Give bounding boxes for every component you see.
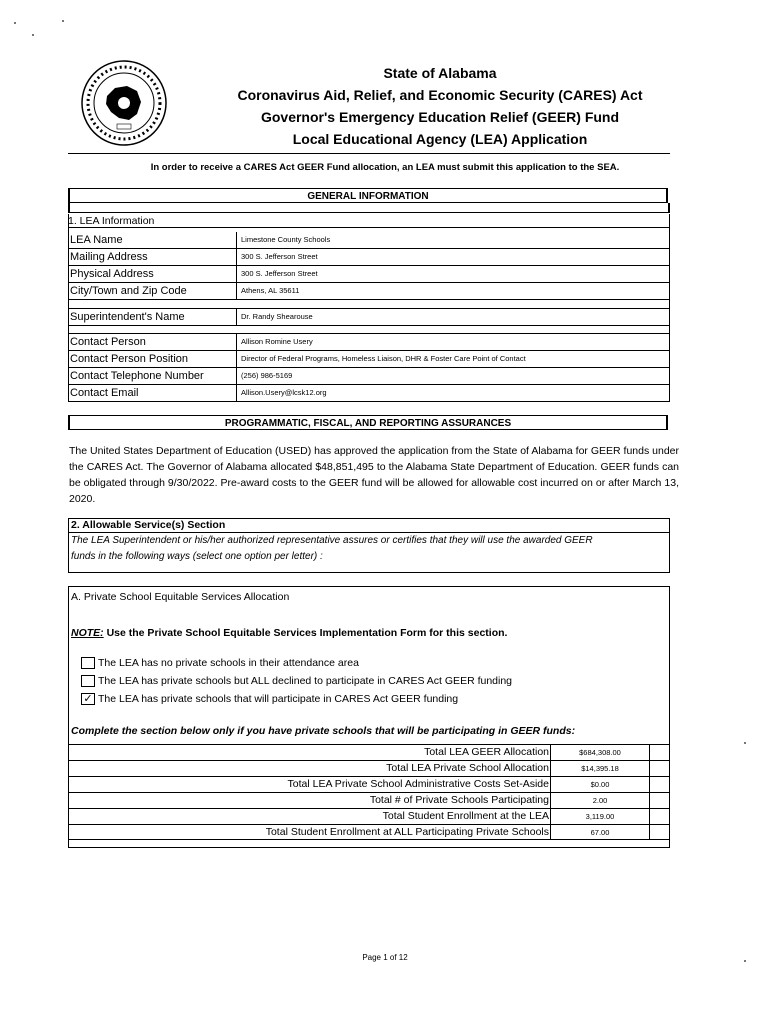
lea-row [68, 266, 670, 283]
option-label: The LEA has no private schools in their attendance area [98, 657, 359, 669]
totals-row [69, 824, 669, 840]
private-enrollment-label: Total Student Enrollment at ALL Participating Private Schools [265, 826, 549, 838]
mailing-address-label: Mailing Address [70, 251, 148, 263]
private-enrollment-value[interactable]: 67.00 [550, 825, 650, 840]
lea-info-heading: 1. LEA Information [68, 214, 670, 228]
checkbox[interactable] [81, 657, 95, 669]
option-label: The LEA has private schools but ALL declined to participate in CARES Act GEER funding [98, 675, 513, 687]
option-will-participate[interactable] [81, 693, 458, 705]
lea-row [68, 334, 670, 351]
totals-row [69, 792, 669, 808]
totals-row [69, 808, 669, 824]
lea-row [68, 368, 670, 385]
contact-person-label: Contact Person [70, 336, 146, 348]
total-lea-allocation-label: Total LEA GEER Allocation [424, 746, 549, 758]
allowable-services-text [68, 533, 670, 573]
complete-section-note: Complete the section below only if you have private schools that will be participating in GEER funds: [71, 725, 576, 737]
private-schools-count-value[interactable]: 2.00 [550, 793, 650, 808]
assurances-paragraph: The United States Department of Education (USED) has approved the application from the State of Alabama for GEER funds under the CARES Act. The Governor of Alabama allocated $48,851,495 to the Alabama State Department of Education. GEER funds can be obligated through 9/30/2022. Pre-award costs to the GEER fund will be allowed for allowable cost incurred on or after March 13, 2020. [69, 445, 679, 505]
contact-phone-value[interactable]: (256) 986-5169 [236, 368, 670, 384]
lea-enrollment-label: Total Student Enrollment at the LEA [382, 810, 549, 822]
assurances-banner: PROGRAMMATIC, FISCAL, AND REPORTING ASSURANCES [68, 415, 668, 430]
private-school-section [68, 586, 670, 848]
physical-address-value[interactable]: 300 S. Jefferson Street [236, 266, 670, 282]
option-all-declined[interactable] [81, 675, 512, 687]
document-title [160, 62, 720, 150]
lea-enrollment-value[interactable]: 3,119.00 [550, 809, 650, 824]
banner-spacer [68, 203, 670, 213]
lea-row [68, 385, 670, 402]
totals-row [69, 760, 669, 776]
contact-email-value[interactable]: Allison.Usery@lcsk12.org [236, 385, 670, 401]
contact-position-label: Contact Person Position [70, 353, 189, 365]
title-line-3: Governor's Emergency Education Relief (GEER) Fund [260, 109, 620, 125]
admin-costs-value[interactable]: $0.00 [550, 777, 650, 792]
totals-row [69, 744, 669, 760]
title-line-1: State of Alabama [383, 65, 497, 81]
scan-speck [14, 22, 16, 24]
intro-text: In order to receive a CARES Act GEER Fund allocation, an LEA must submit this application to the SEA. [150, 162, 620, 173]
mailing-address-value[interactable]: 300 S. Jefferson Street [236, 249, 670, 265]
option-no-private-schools[interactable] [81, 657, 359, 669]
title-line-4: Local Educational Agency (LEA) Application [292, 131, 588, 147]
physical-address-label: Physical Address [70, 268, 154, 280]
option-label: The LEA has private schools that will participate in CARES Act GEER funding [98, 693, 459, 705]
scan-speck [744, 742, 746, 744]
lea-row [68, 351, 670, 368]
general-info-banner: GENERAL INFORMATION [68, 188, 668, 203]
admin-costs-label: Total LEA Private School Administrative Costs Set-Aside [287, 778, 549, 790]
contact-position-value[interactable]: Director of Federal Programs, Homeless Liaison, DHR & Foster Care Point of Contact [236, 351, 670, 367]
scan-speck [32, 34, 34, 36]
section-a-note [71, 627, 507, 639]
scan-speck [62, 20, 64, 22]
alabama-seal-icon [79, 58, 169, 148]
lea-row [68, 283, 670, 300]
contact-phone-label: Contact Telephone Number [70, 370, 204, 382]
header-rule [68, 153, 670, 154]
totals-row [69, 776, 669, 792]
row-spacer [68, 326, 670, 334]
allowable-services-line-2: funds in the following ways (select one option per letter) : [71, 551, 323, 562]
lea-name-label: LEA Name [70, 234, 123, 246]
lea-name-value[interactable]: Limestone County Schools [236, 232, 670, 248]
note-text: Use the Private School Equitable Services Implementation Form for this section. [103, 627, 508, 639]
allowable-services-heading: 2. Allowable Service(s) Section [68, 518, 670, 533]
city-zip-label: City/Town and Zip Code [70, 285, 187, 297]
scan-speck [744, 960, 746, 962]
checkbox-checked[interactable]: ✓ [81, 693, 95, 705]
title-line-2: Coronavirus Aid, Relief, and Economic Security (CARES) Act [237, 87, 643, 103]
lea-row [68, 309, 670, 326]
private-schools-count-label: Total # of Private Schools Participating [369, 794, 549, 806]
contact-person-value[interactable]: Allison Romine Usery [236, 334, 670, 350]
private-school-allocation-label: Total LEA Private School Allocation [386, 762, 549, 774]
total-lea-allocation-value[interactable]: $684,308.00 [550, 745, 650, 760]
city-zip-value[interactable]: Athens, AL 35611 [236, 283, 670, 299]
row-spacer [68, 300, 670, 309]
allowable-services-line-1: The LEA Superintendent or his/her authorized representative assures or certifies that they will use the awarded GEER [71, 535, 593, 546]
private-school-allocation-value[interactable]: $14,395.18 [550, 761, 650, 776]
page-number: Page 1 of 12 [362, 953, 408, 962]
checkbox[interactable] [81, 675, 95, 687]
note-label: NOTE: [71, 627, 104, 639]
lea-row [68, 249, 670, 266]
superintendent-value[interactable]: Dr. Randy Shearouse [236, 309, 670, 325]
section-a-title: A. Private School Equitable Services Allocation [71, 591, 290, 603]
contact-email-label: Contact Email [70, 387, 139, 399]
lea-row [68, 232, 670, 249]
superintendent-label: Superintendent's Name [70, 311, 185, 323]
